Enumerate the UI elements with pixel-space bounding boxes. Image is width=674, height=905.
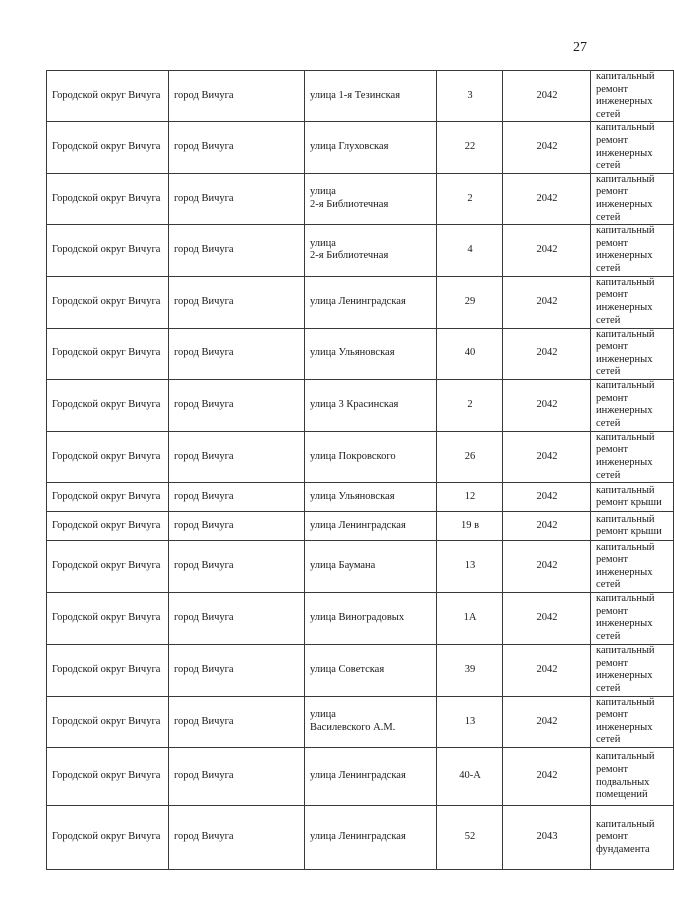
table-row xyxy=(47,541,674,593)
year-cell: 2042 xyxy=(503,431,591,482)
street-cell: улица 1-я Тезинская xyxy=(305,71,437,122)
page-number: 27 xyxy=(573,40,587,55)
municipality-cell: Городской округ Вичуга xyxy=(47,512,169,541)
house-number-cell: 13 xyxy=(437,696,503,747)
year-cell: 2042 xyxy=(503,122,591,173)
municipality-cell: Городской округ Вичуга xyxy=(47,225,169,276)
street-cell: улица Ульяновская xyxy=(305,483,437,512)
locality-cell: город Вичуга xyxy=(169,122,305,173)
house-number-cell: 1А xyxy=(437,593,503,644)
house-number-cell: 13 xyxy=(437,541,503,593)
repair-type-cell: капитальный ремонт инженерных сетей xyxy=(591,431,674,482)
municipality-cell: Городской округ Вичуга xyxy=(47,173,169,224)
locality-cell: город Вичуга xyxy=(169,431,305,482)
table-row xyxy=(47,644,674,696)
municipality-cell: Городской округ Вичуга xyxy=(47,71,169,122)
repair-type-cell: капитальный ремонт инженерных сетей xyxy=(591,122,674,173)
house-number-cell: 29 xyxy=(437,276,503,328)
year-cell: 2042 xyxy=(503,276,591,328)
municipality-cell: Городской округ Вичуга xyxy=(47,122,169,173)
repair-type-cell: капитальный ремонт фундамента xyxy=(591,806,674,870)
street-cell: улица Ленинградская xyxy=(305,748,437,806)
house-number-cell: 2 xyxy=(437,379,503,431)
locality-cell: город Вичуга xyxy=(169,512,305,541)
locality-cell: город Вичуга xyxy=(169,748,305,806)
municipality-cell: Городской округ Вичуга xyxy=(47,328,169,379)
table-row xyxy=(47,593,674,644)
repair-type-cell: капитальный ремонт крыши xyxy=(591,512,674,541)
year-cell: 2042 xyxy=(503,748,591,806)
table-row xyxy=(47,483,674,512)
municipality-cell: Городской округ Вичуга xyxy=(47,644,169,696)
locality-cell: город Вичуга xyxy=(169,71,305,122)
table-row xyxy=(47,71,674,122)
year-cell: 2042 xyxy=(503,593,591,644)
locality-cell: город Вичуга xyxy=(169,696,305,747)
locality-cell: город Вичуга xyxy=(169,328,305,379)
repair-type-cell: капитальный ремонт крыши xyxy=(591,483,674,512)
year-cell: 2042 xyxy=(503,173,591,224)
locality-cell: город Вичуга xyxy=(169,644,305,696)
table-row xyxy=(47,328,674,379)
year-cell: 2042 xyxy=(503,512,591,541)
street-cell: улица Советская xyxy=(305,644,437,696)
municipality-cell: Городской округ Вичуга xyxy=(47,431,169,482)
table-row xyxy=(47,379,674,431)
house-number-cell: 52 xyxy=(437,806,503,870)
year-cell: 2042 xyxy=(503,541,591,593)
street-cell: улица Василевского А.М. xyxy=(305,696,437,747)
table-row xyxy=(47,748,674,806)
table-body xyxy=(47,71,674,870)
municipality-cell: Городской округ Вичуга xyxy=(47,593,169,644)
table-row xyxy=(47,225,674,276)
table-row xyxy=(47,512,674,541)
street-cell: улица Покровского xyxy=(305,431,437,482)
locality-cell: город Вичуга xyxy=(169,483,305,512)
repair-type-cell: капитальный ремонт инженерных сетей xyxy=(591,379,674,431)
locality-cell: город Вичуга xyxy=(169,173,305,224)
table-row xyxy=(47,276,674,328)
year-cell: 2042 xyxy=(503,644,591,696)
municipality-cell: Городской округ Вичуга xyxy=(47,379,169,431)
housing-repair-table xyxy=(46,70,674,870)
table-row xyxy=(47,431,674,482)
street-cell: улица Виноградовых xyxy=(305,593,437,644)
year-cell: 2043 xyxy=(503,806,591,870)
street-cell: улица Ленинградская xyxy=(305,512,437,541)
repair-type-cell: капитальный ремонт инженерных сетей xyxy=(591,328,674,379)
locality-cell: город Вичуга xyxy=(169,379,305,431)
year-cell: 2042 xyxy=(503,328,591,379)
street-cell: улица 2-я Библиотечная xyxy=(305,225,437,276)
repair-type-cell: капитальный ремонт инженерных сетей xyxy=(591,276,674,328)
locality-cell: город Вичуга xyxy=(169,541,305,593)
repair-type-cell: капитальный ремонт инженерных сетей xyxy=(591,696,674,747)
house-number-cell: 12 xyxy=(437,483,503,512)
house-number-cell: 3 xyxy=(437,71,503,122)
table-row xyxy=(47,173,674,224)
house-number-cell: 2 xyxy=(437,173,503,224)
year-cell: 2042 xyxy=(503,483,591,512)
municipality-cell: Городской округ Вичуга xyxy=(47,748,169,806)
repair-type-cell: капитальный ремонт инженерных сетей xyxy=(591,593,674,644)
street-cell: улица 2-я Библиотечная xyxy=(305,173,437,224)
year-cell: 2042 xyxy=(503,696,591,747)
repair-type-cell: капитальный ремонт инженерных сетей xyxy=(591,541,674,593)
locality-cell: город Вичуга xyxy=(169,276,305,328)
street-cell: улица Ульяновская xyxy=(305,328,437,379)
house-number-cell: 40-А xyxy=(437,748,503,806)
house-number-cell: 40 xyxy=(437,328,503,379)
locality-cell: город Вичуга xyxy=(169,593,305,644)
municipality-cell: Городской округ Вичуга xyxy=(47,276,169,328)
municipality-cell: Городской округ Вичуга xyxy=(47,541,169,593)
street-cell: улица Глуховская xyxy=(305,122,437,173)
year-cell: 2042 xyxy=(503,71,591,122)
table-row xyxy=(47,806,674,870)
repair-type-cell: капитальный ремонт подвальных помещений xyxy=(591,748,674,806)
repair-type-cell: капитальный ремонт инженерных сетей xyxy=(591,173,674,224)
locality-cell: город Вичуга xyxy=(169,806,305,870)
repair-type-cell: капитальный ремонт инженерных сетей xyxy=(591,225,674,276)
repair-type-cell: капитальный ремонт инженерных сетей xyxy=(591,71,674,122)
year-cell: 2042 xyxy=(503,379,591,431)
house-number-cell: 19 в xyxy=(437,512,503,541)
house-number-cell: 39 xyxy=(437,644,503,696)
street-cell: улица 3 Красинская xyxy=(305,379,437,431)
locality-cell: город Вичуга xyxy=(169,225,305,276)
street-cell: улица Ленинградская xyxy=(305,806,437,870)
street-cell: улица Ленинградская xyxy=(305,276,437,328)
street-cell: улица Баумана xyxy=(305,541,437,593)
house-number-cell: 22 xyxy=(437,122,503,173)
house-number-cell: 4 xyxy=(437,225,503,276)
table-row xyxy=(47,696,674,747)
year-cell: 2042 xyxy=(503,225,591,276)
municipality-cell: Городской округ Вичуга xyxy=(47,696,169,747)
repair-type-cell: капитальный ремонт инженерных сетей xyxy=(591,644,674,696)
house-number-cell: 26 xyxy=(437,431,503,482)
municipality-cell: Городской округ Вичуга xyxy=(47,806,169,870)
table-row xyxy=(47,122,674,173)
municipality-cell: Городской округ Вичуга xyxy=(47,483,169,512)
